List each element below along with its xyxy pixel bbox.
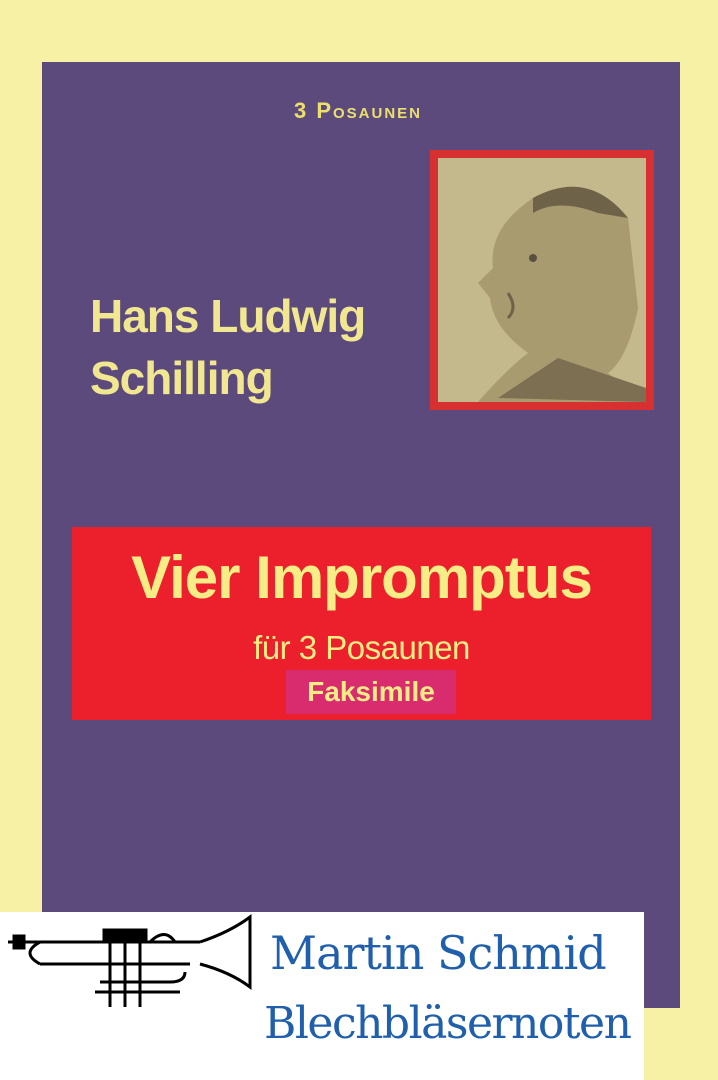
series-label: 3 Posaunen [293,98,423,123]
composer-line2: Schilling [90,352,273,404]
composer-portrait-icon [438,158,646,402]
work-title: Vier Impromptus [131,544,592,611]
composer-photo [438,158,646,402]
publisher-name: Martin Schmid [270,926,606,980]
composer-name [90,285,410,409]
instrumentation: für 3 Posaunen [253,629,470,666]
trumpet-icon [0,912,270,1022]
composer-photo-frame [430,150,654,410]
publisher-banner [0,912,644,1080]
publisher-subtitle: Blechbläsernoten [264,998,631,1049]
edition-badge: Faksimile [286,670,456,714]
composer-line1: Hans Ludwig [90,290,366,342]
